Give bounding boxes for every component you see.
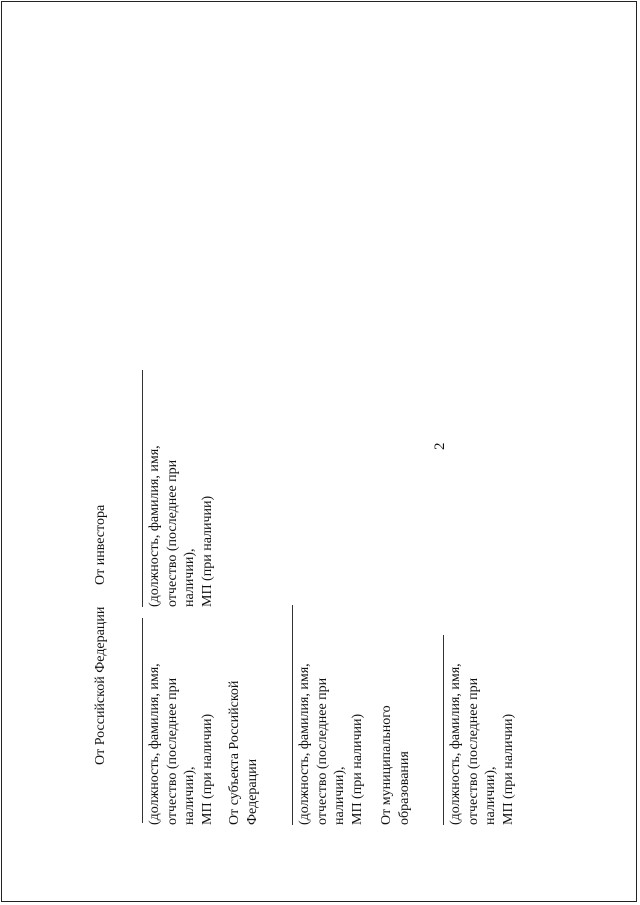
signature-line-municipal xyxy=(443,635,444,825)
signature-caption-investor xyxy=(146,377,216,607)
party-subject-label xyxy=(226,605,261,825)
party-rf-label: От Российской Федерации xyxy=(93,606,108,765)
caption-line: наличии), xyxy=(182,548,197,607)
signature-caption-municipal xyxy=(447,595,517,825)
caption-line: (должность, фамилия, имя, xyxy=(297,663,312,825)
signature-line-investor xyxy=(142,370,143,607)
subject-line: Федерации xyxy=(244,758,260,825)
subject-line: От субъекта Российской xyxy=(227,680,242,825)
signature-line-rf xyxy=(142,618,143,823)
caption-line: (должность, фамилия, имя, xyxy=(147,445,162,607)
caption-line: МП (при наличии) xyxy=(500,713,516,825)
caption-line: наличии), xyxy=(332,766,347,825)
party-municipal-label xyxy=(378,605,413,825)
caption-line: отчество (последнее при xyxy=(164,677,180,825)
caption-line: отчество (последнее при xyxy=(314,677,330,825)
municipal-line: образования xyxy=(396,751,412,825)
caption-line: (должность, фамилия, имя, xyxy=(147,663,162,825)
caption-line: МП (при наличии) xyxy=(199,495,215,607)
page-number: 2 xyxy=(432,442,448,450)
caption-line: наличии), xyxy=(182,766,197,825)
caption-line: МП (при наличии) xyxy=(199,713,215,825)
caption-line: МП (при наличии) xyxy=(349,713,365,825)
caption-line: наличии), xyxy=(483,766,498,825)
signature-caption-rf xyxy=(146,595,216,825)
caption-line: отчество (последнее при xyxy=(164,459,180,607)
signature-line-subject xyxy=(292,605,293,825)
signature-caption-subject xyxy=(296,595,366,825)
municipal-line: От муниципального xyxy=(379,705,394,825)
caption-line: отчество (последнее при xyxy=(465,677,481,825)
party-investor-label: От инвестора xyxy=(93,504,108,585)
caption-line: (должность, фамилия, имя, xyxy=(448,663,463,825)
